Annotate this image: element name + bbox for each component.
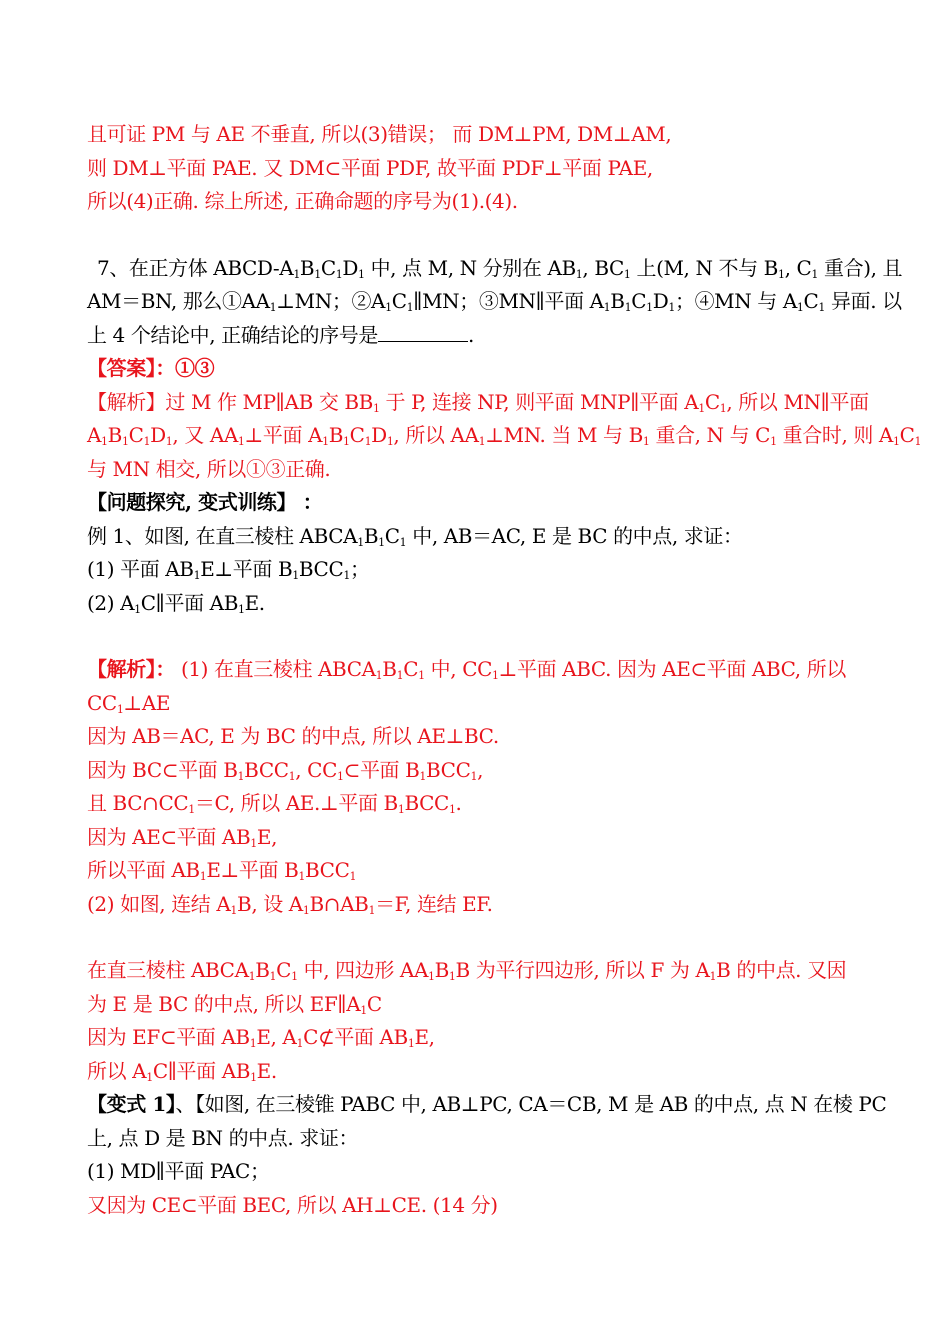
- ex1-solution-line-5: 且 $BC\cap CC_1=C$, 所以 AE.⊥平面 $B_1BCC_1$.: [87, 791, 462, 816]
- ex1-solution-line-9: 在直三棱柱 $ABCA_1B_1C_1$ 中, 四边形 $AA_1B_1B$ 为平行四边形, 所以 F 为 $A_1B$ 的中点. 又因: [87, 958, 847, 983]
- spacer: [87, 620, 877, 653]
- q7-line-1: 7、在正方体 ABCD-$A_1B_1C_1D_1$ 中, 点 M, N 分别在 $AB_1$, $BC_1$ 上(M, N 不与 $B_1$, $C_1$ 重合), 且: [97, 255, 903, 281]
- ex1-solution-line-12: 所以 $A_1C\parallel$平面 $AB_1E$.: [87, 1058, 277, 1084]
- ex1-solution-line-2: $CC_1\perp AE$: [87, 690, 171, 716]
- ex1-statement: 例 1、如图, 在直三棱柱 $ABCA_1B_1C_1$ 中, AB＝AC, E 是 BC 的中点, 求证：: [87, 523, 743, 549]
- section-heading: 【问题探究, 变式训练】 ：: [87, 490, 323, 514]
- q7-explain-line-2: $A_1B_1C_1D_1$, 又 $AA_1\perp$平面 $A_1B_1C_1D_1$, 所以 $AA_1\perp MN$. 当 M 与 $B_1$ 重合, N 与 $C_1$ 重合时, 则 $A_1C_1$: [87, 423, 922, 448]
- prev-solution-line-1: 且可证 PM 与 AE 不垂直, 所以(3)错误； 而 DM⊥PM, DM⊥AM,: [87, 122, 672, 146]
- var1-line-4: 又因为 CE⊂平面 BEC, 所以 AH⊥CE. (14 分): [87, 1192, 498, 1217]
- q7-explain-line-1: 【解析】过 M 作 MP∥AB 交 $BB_1$ 于 P, 连接 NP, 则平面 MNP∥平面 $A_1C_1$, 所以 MN∥平面: [87, 389, 869, 415]
- prev-solution-line-3: 所以(4)正确. 综上所述, 正确命题的序号为(1).(4).: [87, 189, 518, 213]
- var1-line-3: (1) MD∥平面 PAC；: [87, 1159, 270, 1183]
- prev-solution-line-2: 则 DM⊥平面 PAE. 又 DM⊂平面 PDF, 故平面 PDF⊥平面 PAE,: [87, 155, 653, 180]
- var1-line-1: 【变式 1】、【如图, 在三棱锥 PABC 中, AB⊥PC, CA＝CB, M 是 AB 的中点, 点 N 在棱 PC: [87, 1092, 887, 1116]
- ex1-solution-line-8: (2) 如图, 连结 $A_1B$, 设 $A_1B\cap AB_1=F$, 连结 EF.: [87, 891, 493, 917]
- var1-line-2: 上, 点 D 是 BN 的中点. 求证：: [87, 1125, 359, 1150]
- ex1-solution-line-10: 为 E 是 BC 的中点, 所以 $EF\parallel A_1C$: [87, 991, 382, 1017]
- ex1-solution-line-6: 因为 AE⊂平面 $AB_1E$,: [87, 824, 278, 850]
- spacer: [87, 219, 877, 252]
- ex1-part-2: (2) $A_1C\parallel$平面 $AB_1E$.: [87, 590, 265, 616]
- ex1-solution-line-1: 【解析】： (1) 在直三棱柱 $ABCA_1B_1C_1$ 中, $CC_1\perp$平面 ABC. 因为 AE⊂平面 ABC, 所以: [87, 657, 846, 682]
- ex1-solution-line-4: 因为 BC⊂平面 $B_1BCC_1$, $CC_1\subset$平面 $B_1BCC_1$,: [87, 757, 484, 783]
- q7-explain-line-3: 与 MN 相交, 所以①③正确.: [87, 456, 331, 481]
- ex1-solution-line-3: 因为 AB＝AC, E 为 BC 的中点, 所以 AE⊥BC.: [87, 724, 499, 748]
- ex1-part-1: (1) 平面 $AB_1E\perp$平面 $B_1BCC_1$；: [87, 557, 370, 582]
- ex1-solution-line-11: 因为 EF⊂平面 $AB_1E$, $A_1C⊄$平面 $AB_1E$,: [87, 1025, 435, 1050]
- spacer: [87, 921, 877, 954]
- answer-blank: [378, 323, 468, 342]
- ex1-solution-line-7: 所以平面 $AB_1E\perp$平面 $B_1BCC_1$: [87, 858, 357, 883]
- q7-line-2: AM＝BN, 那么$①AA_1\perp MN$；$②A_1C_1\parallel MN$；③MN∥平面 $A_1B_1C_1D_1$；④MN 与 $A_1C_1$ 异面. 以: [87, 289, 902, 314]
- q7-answer: 【答案】：①③: [87, 356, 215, 380]
- q7-line-3: 上 4 个结论中, 正确结论的序号是 .: [87, 322, 474, 347]
- document-page: [87, 118, 922, 1222]
